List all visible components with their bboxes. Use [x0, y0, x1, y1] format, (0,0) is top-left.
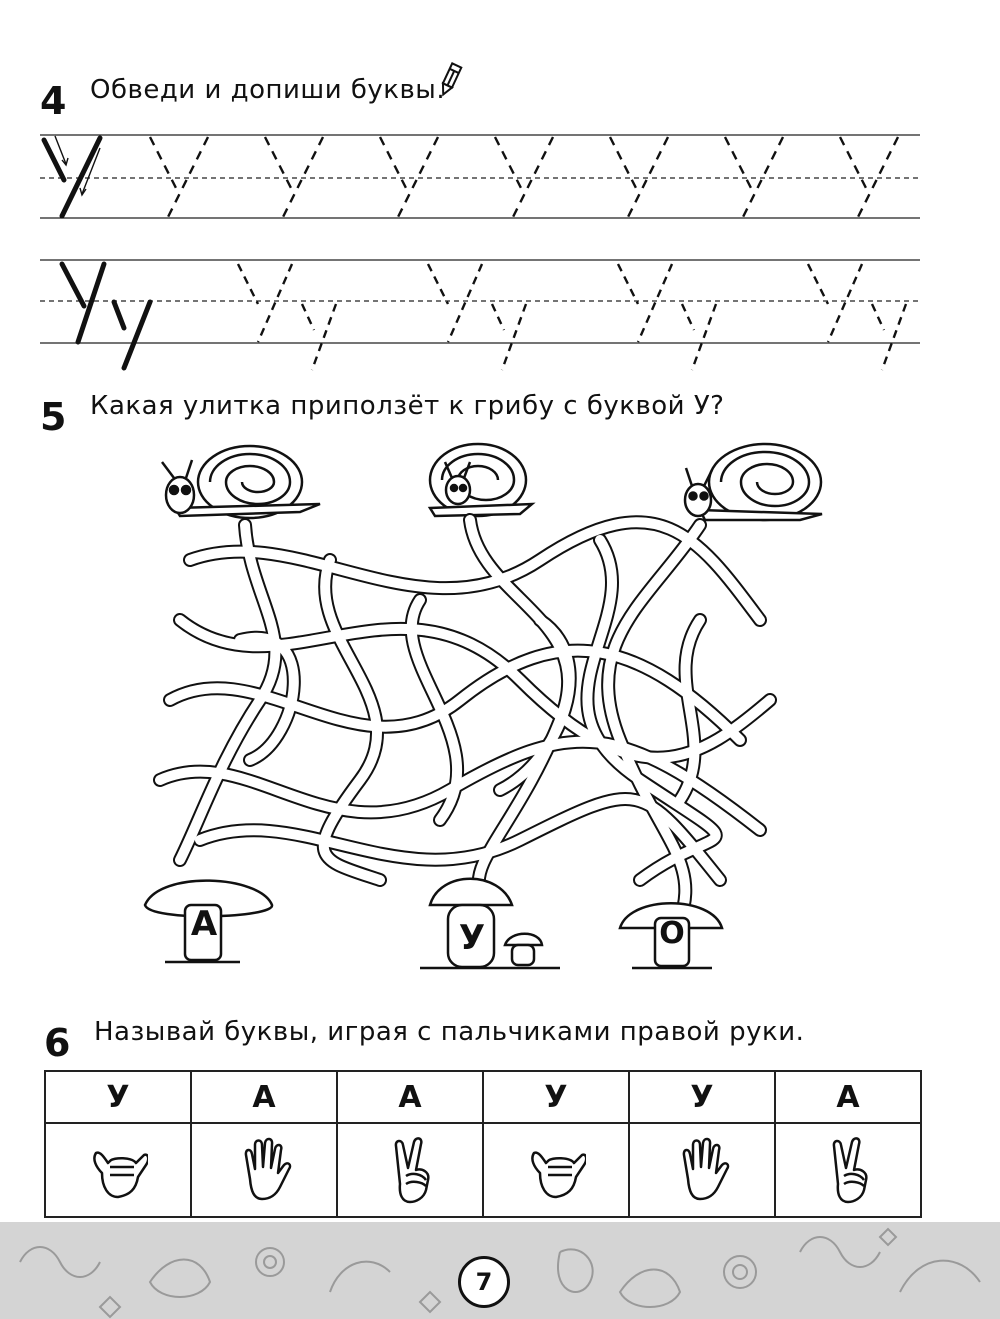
letter-cell: У [483, 1071, 629, 1123]
letter-cell: У [629, 1071, 775, 1123]
letter-cell: У [45, 1071, 191, 1123]
task-6-instruction: Называй буквы, играя с пальчиками правой руки. [94, 1017, 805, 1047]
snail-middle [430, 444, 532, 516]
open-palm-hand-icon [672, 1135, 732, 1205]
snail-right [685, 444, 822, 520]
finger-letters-table [44, 1070, 922, 1218]
task-5-number: 5 [40, 395, 67, 439]
task-6-number: 6 [44, 1021, 71, 1065]
snail-left [162, 446, 320, 518]
letters-row [45, 1071, 921, 1123]
open-palm-hand-icon [234, 1135, 294, 1205]
letter-cell: А [775, 1071, 921, 1123]
v-sign-hand-icon [820, 1134, 876, 1206]
letter-cell: А [337, 1071, 483, 1123]
task-4-instruction: Обведи и допиши буквы. [90, 75, 446, 105]
mushroom-middle-letter: У [458, 918, 486, 958]
letter-cell: А [191, 1071, 337, 1123]
v-sign-hand-icon [382, 1134, 438, 1206]
task-4-number: 4 [40, 79, 67, 123]
mushroom-left-letter: А [190, 904, 218, 944]
thumb-pinky-hand-icon [526, 1137, 586, 1203]
page-number: 7 [458, 1256, 510, 1308]
mushroom-right-letter: О [659, 916, 685, 951]
task-5-instruction: Какая улитка приползёт к грибу с буквой У? [90, 391, 725, 421]
gestures-row [45, 1123, 921, 1217]
thumb-pinky-hand-icon [88, 1137, 148, 1203]
